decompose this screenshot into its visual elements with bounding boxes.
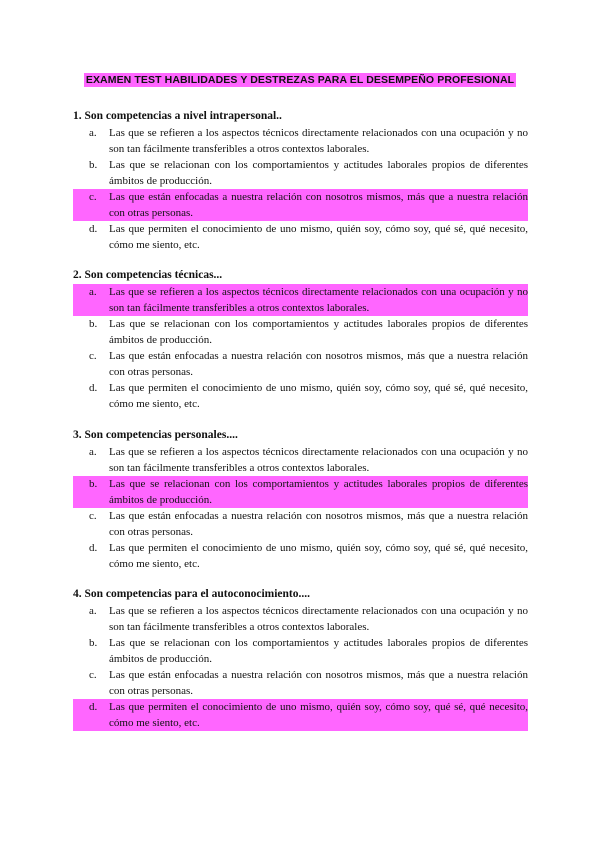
option-letter: c.: [89, 510, 97, 522]
option-c: [73, 508, 528, 540]
option-d: [73, 221, 528, 253]
option-text: Las que se relacionan con los comportamientos y actitudes laborales propios de diferentes ámbitos de producción.: [109, 478, 528, 506]
option-b: [73, 316, 528, 348]
option-letter: d.: [89, 382, 98, 394]
option-a: [73, 603, 528, 635]
option-letter: b.: [89, 637, 98, 649]
option-letter: b.: [89, 478, 98, 490]
option-text: Las que están enfocadas a nuestra relación con nosotros mismos, más que a nuestra relación con otras personas.: [109, 669, 528, 697]
option-letter: d.: [89, 542, 98, 554]
option-text: Las que permiten el conocimiento de uno mismo, quién soy, cómo soy, qué sé, qué necesito, cómo me siento, etc.: [109, 542, 528, 570]
option-text: Las que permiten el conocimiento de uno mismo, quién soy, cómo soy, qué sé, qué necesito, cómo me siento, etc.: [109, 701, 528, 729]
option-text: Las que se refieren a los aspectos técnicos directamente relacionados con una ocupación y no son tan fácilmente transferibles a otros contextos laborales.: [109, 127, 528, 155]
option-a: [73, 444, 528, 476]
option-letter: d.: [89, 223, 98, 235]
question-1: [73, 108, 528, 253]
option-text: Las que se relacionan con los comportamientos y actitudes laborales propios de diferentes ámbitos de producción.: [109, 159, 528, 187]
option-a-highlighted-answer: [73, 284, 528, 316]
option-text: Las que se refieren a los aspectos técnicos directamente relacionados con una ocupación y no son tan fácilmente transferibles a otros contextos laborales.: [109, 446, 528, 474]
option-letter: b.: [89, 159, 98, 171]
option-text: Las que permiten el conocimiento de uno mismo, quién soy, cómo soy, qué sé, qué necesito, cómo me siento, etc.: [109, 223, 528, 251]
option-b: [73, 635, 528, 667]
exam-title: EXAMEN TEST HABILIDADES Y DESTREZAS PARA EL DESEMPEÑO PROFESIONAL: [85, 74, 515, 86]
option-letter: c.: [89, 191, 97, 203]
option-letter: a.: [89, 446, 97, 458]
option-letter: a.: [89, 605, 97, 617]
option-a: [73, 125, 528, 157]
option-b: [73, 157, 528, 189]
question-title: 4. Son competencias para el autoconocimiento....: [73, 588, 311, 600]
question-3: [73, 427, 528, 572]
option-text: Las que se relacionan con los comportamientos y actitudes laborales propios de diferentes ámbitos de producción.: [109, 318, 528, 346]
option-text: Las que están enfocadas a nuestra relación con nosotros mismos, más que a nuestra relación con otras personas.: [109, 191, 528, 219]
option-c: [73, 348, 528, 380]
question-title: 3. Son competencias personales....: [73, 429, 238, 441]
question-4: [73, 586, 528, 731]
question-title: 1. Son competencias a nivel intrapersonal..: [73, 110, 282, 122]
option-letter: c.: [89, 350, 97, 362]
option-text: Las que están enfocadas a nuestra relación con nosotros mismos, más que a nuestra relación con otras personas.: [109, 510, 528, 538]
option-letter: b.: [89, 318, 98, 330]
option-text: Las que se refieren a los aspectos técnicos directamente relacionados con una ocupación y no son tan fácilmente transferibles a otros contextos laborales.: [109, 286, 528, 314]
option-d-highlighted-answer: [73, 699, 528, 731]
option-text: Las que permiten el conocimiento de uno mismo, quién soy, cómo soy, qué sé, qué necesito, cómo me siento, etc.: [109, 382, 528, 410]
option-letter: a.: [89, 127, 97, 139]
question-2: [73, 267, 528, 412]
option-letter: a.: [89, 286, 97, 298]
exam-title-row: [0, 70, 600, 88]
option-c-highlighted-answer: [73, 189, 528, 221]
question-title: 2. Son competencias técnicas...: [73, 269, 223, 281]
option-text: Las que se relacionan con los comportamientos y actitudes laborales propios de diferentes ámbitos de producción.: [109, 637, 528, 665]
option-c: [73, 667, 528, 699]
option-text: Las que se refieren a los aspectos técnicos directamente relacionados con una ocupación y no son tan fácilmente transferibles a otros contextos laborales.: [109, 605, 528, 633]
option-d: [73, 380, 528, 412]
option-letter: c.: [89, 669, 97, 681]
option-text: Las que están enfocadas a nuestra relación con nosotros mismos, más que a nuestra relación con otras personas.: [109, 350, 528, 378]
option-b-highlighted-answer: [73, 476, 528, 508]
option-d: [73, 540, 528, 572]
option-letter: d.: [89, 701, 98, 713]
